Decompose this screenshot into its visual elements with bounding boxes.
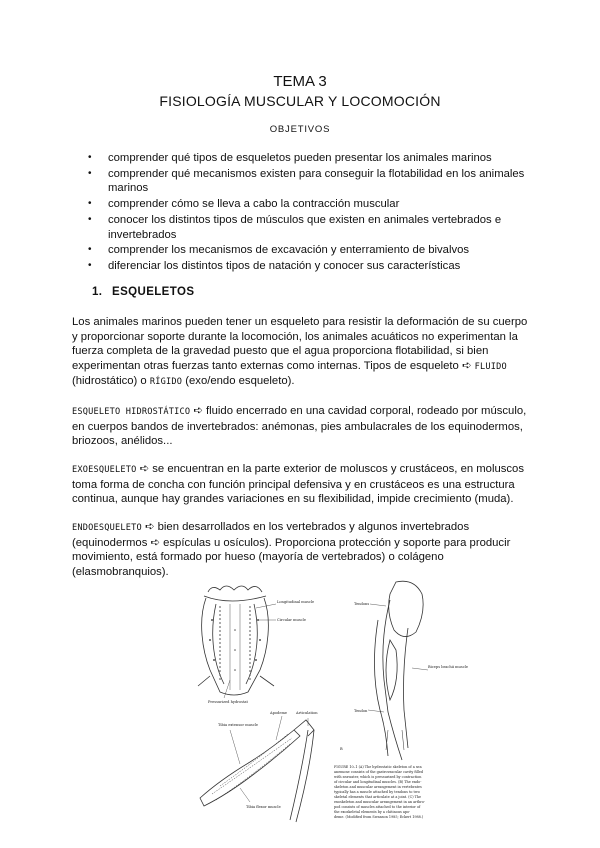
intro-paragraph [72, 315, 530, 390]
arrow-icon: ➪ [190, 405, 206, 417]
section-number: 1. [92, 286, 103, 298]
endoesqueleto-paragraph [72, 520, 530, 579]
section-title: ESQUELETOS [112, 286, 195, 298]
caption-line: pod consists of muscles attached to the interior of [334, 805, 421, 809]
label-articulation: Articulation [296, 711, 318, 715]
figure-drawing [190, 580, 469, 830]
term-hidrostatico: ESQUELETO HIDROSTÁTICO [72, 407, 191, 417]
label-biceps: Biceps brachii muscle [428, 665, 469, 669]
label-apodeme: Apodeme [270, 711, 288, 715]
term-endoesqueleto: ENDOESQUELETO [72, 523, 142, 533]
anemone-dots [209, 619, 261, 671]
exoesqueleto-text: se encuentran en la parte exterior de moluscos y crustáceos, en moluscos toma forma de concha con función principal defensiva y en crustáceos es una estructura continua, aunque hay grandes variaciones en su flexibilidad, impide crecimiento (muda). [72, 463, 524, 505]
chapter-title: FISIOLOGÍA MUSCULAR Y LOCOMOCIÓN [159, 93, 441, 109]
exoesqueleto-paragraph [72, 462, 530, 507]
label-longitudinal: Longitudinal muscle [277, 600, 315, 604]
caption-line: skeleton and muscular arrangement in vertebrates [334, 785, 422, 789]
term-exoesqueleto: EXOESQUELETO [72, 465, 137, 475]
caption-line: deme. (Modified from Swanson 1985; Eckert 1988.) [334, 815, 424, 819]
list-item: • comprender qué mecanismos existen para conseguir la flotabilidad en los animales marinos [88, 167, 528, 196]
label-panel-b: B [340, 747, 343, 751]
caption-line: anemone consists of the gastrovascular cavity filled [334, 770, 424, 774]
list-item: • comprender los mecanismos de excavación y enterramiento de bivalvos [88, 243, 528, 257]
hidrostatico-text: fluido encerrado en una cavidad corporal, rodeado por músculo, en cuerpos bandos de invertebrados: anémonas, pies ambulacrales de los equinodermos, briozoos, anélidos... [72, 405, 527, 447]
caption-line: exoskeleton and muscular arrangement in an arthro- [334, 800, 426, 804]
arrow-icon: ➪ [141, 521, 158, 533]
endoesqueleto-text-2: espículas u osículos). Proporciona protección y soporte para producir movimiento, está formado por hueso (mayoría de vertebrados) o colágeno (elasmobranquios). [72, 536, 511, 578]
label-tibia-extensor: Tibia extensor muscle [218, 723, 259, 727]
term-rigido: RÍGIDO [149, 377, 183, 387]
tema-title: TEMA 3 [273, 73, 327, 90]
label-pressurized: Pressurized hydrostat [208, 700, 248, 704]
intro-text: Los animales marinos pueden tener un esqueleto para resistir la deformación de su cuerpo y proporcionar soporte durante la locomoción, los animales acuáticos no experimentan la fuerza completa de la gravedad puesto que el agua proporciona flotabilidad, si bien experimentan otras fuerzas tanto externas como internas. Tipos de esqueleto [72, 316, 528, 372]
caption-line: skeletal elements that articulate at a joint. (C) The [334, 795, 422, 799]
section-heading [92, 286, 194, 298]
leg-leaders [230, 716, 308, 802]
arrow-icon: ➪ [147, 536, 164, 549]
label-tendon: Tendon [354, 709, 368, 713]
hidrostatico-paragraph [72, 404, 530, 449]
figure-caption [334, 765, 425, 819]
caption-line: with seawater, which is pressurized by contraction [334, 775, 422, 779]
label-tendons: Tendons [354, 602, 370, 606]
endoesqueleto-text-1: bien desarrollados en los vertebrados y algunos invertebrados (equinodermos [72, 521, 470, 549]
list-item: • diferenciar los distintos tipos de natación y conocer sus características [88, 259, 528, 273]
objetivos-list [88, 151, 528, 275]
arm-illustration [374, 581, 423, 760]
arrow-icon: ➪ [458, 359, 475, 372]
caption-line: of circular and longitudinal muscles. (B) The endo- [334, 780, 422, 784]
caption-line: the exoskeletal elements by a chitinous apo- [334, 810, 411, 814]
list-item: • conocer los distintos tipos de músculos que existen en animales vertebrados e invertebrados [88, 213, 528, 242]
caption-line: FIGURE 10–1 (A) The hydrostatic skeleton of a sea [334, 765, 422, 769]
intro-end: (exo/endo esqueleto). [182, 375, 295, 387]
list-item: • comprender qué tipos de esqueletos pueden presentar los animales marinos [88, 151, 528, 165]
arrow-icon: ➪ [136, 463, 153, 475]
intro-mid: (hidrostático) o [72, 375, 150, 387]
list-item: • comprender cómo se lleva a cabo la contracción muscular [88, 197, 528, 211]
objetivos-heading: OBJETIVOS [269, 124, 331, 135]
skeleton-figure [190, 580, 469, 830]
label-tibia-flexor: Tibia flexor muscle [246, 805, 281, 809]
caption-line: typically has a muscle attached by tendons to two [334, 790, 420, 794]
term-fluido: FLUIDO [474, 361, 507, 372]
label-circular: Circular muscle [277, 618, 306, 622]
